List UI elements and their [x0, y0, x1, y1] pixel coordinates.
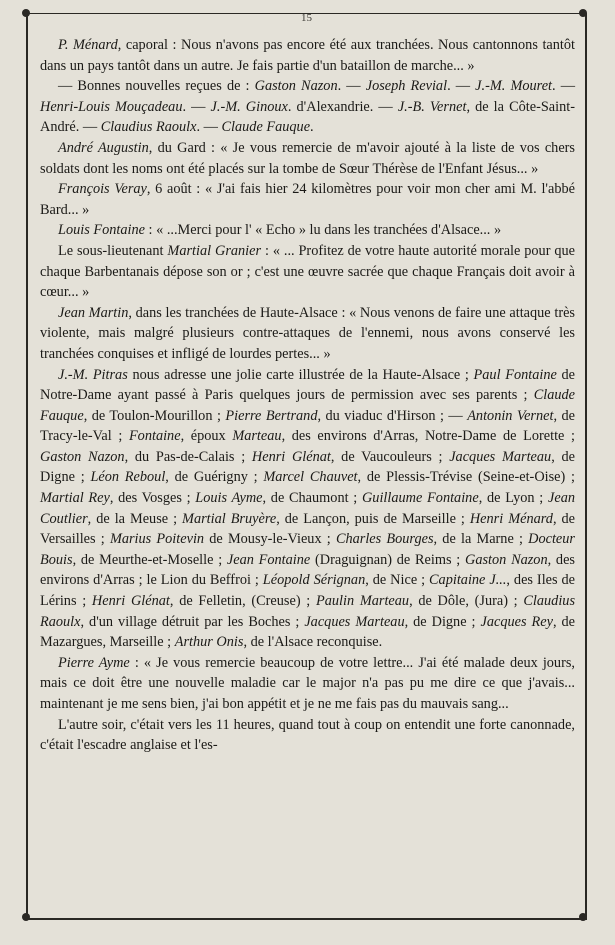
paragraph: [40, 179, 575, 220]
name-italic: Henri Glénat: [251, 448, 331, 465]
name-italic: J.-M. Ginoux: [210, 98, 288, 115]
name-italic: Marteau: [232, 428, 282, 445]
name-italic: J.-M. Mouret: [475, 78, 553, 95]
text-run: , de Digne ;: [404, 613, 481, 630]
name-italic: Jean Coutlier: [40, 490, 575, 527]
name-italic: Jacques Marteau: [449, 448, 552, 465]
name-italic: Henri-Louis Mouçadeau: [40, 98, 183, 115]
text-run: , des environs d'Arras, Notre-Dame de Lorette ;: [281, 428, 575, 445]
name-italic: Pierre Ayme: [58, 654, 130, 671]
corner-ornament-top-left: [22, 9, 30, 17]
text-run: , époux: [180, 428, 233, 445]
name-italic: Arthur Onis: [174, 634, 244, 651]
name-italic: François Veray: [58, 181, 147, 198]
name-italic: Guillaume Fontaine: [361, 490, 479, 507]
text-run: , de Plessis-Trévise (Seine-et-Oise) ;: [357, 469, 576, 486]
name-italic: Jacques Rey: [480, 613, 553, 630]
text-run: .: [310, 119, 314, 136]
text-run: , caporal : Nous n'avons pas encore été aux tranchées. Nous cantonnons tantôt dans un pays tantôt dans un autre. Je fais partie d'un bataillon de marche... »: [40, 37, 576, 74]
name-italic: Gaston Nazon: [40, 448, 125, 465]
name-italic: Claude Fauque: [221, 119, 311, 136]
name-italic: Jean Martin: [58, 304, 129, 321]
name-italic: André Augustin: [58, 139, 149, 156]
name-italic: P. Ménard: [58, 37, 118, 53]
name-italic: Docteur Bouis: [40, 531, 575, 568]
text-run: . d'Alexandrie. —: [287, 98, 398, 115]
paragraph: [40, 653, 575, 715]
corner-ornament-top-right: [579, 9, 587, 17]
name-italic: Marcel Chauvet: [263, 469, 358, 486]
paragraph: [40, 35, 575, 76]
text-run: . —: [337, 78, 366, 95]
name-italic: Paul Fontaine: [473, 366, 557, 383]
text-run: , de Tracy-le-Val ;: [40, 407, 575, 445]
text-run: , de Nice ;: [365, 572, 430, 589]
name-italic: Gaston Nazon: [254, 78, 338, 95]
name-italic: Henri Ménard: [469, 510, 553, 527]
corner-ornament-bottom-right: [579, 913, 587, 921]
text-run: , de l'Alsace reconquise.: [243, 634, 383, 651]
text-run: : « ...Merci pour l' « Echo » lu dans les tranchées d'Alsace... »: [144, 222, 502, 239]
paragraph: [40, 76, 575, 138]
paragraph: [40, 303, 575, 365]
name-italic: Paulin Marteau: [315, 593, 410, 610]
name-italic: Henri Glénat: [91, 593, 170, 610]
text-run: , de Chaumont ;: [262, 490, 362, 507]
text-run: , de la Côte-Saint-André. —: [40, 98, 575, 136]
text-run: nous adresse une jolie carte illustrée de la Haute-Alsace ;: [127, 366, 474, 383]
text-run: . —: [182, 98, 211, 115]
text-run: . —: [447, 78, 476, 95]
text-run: . —: [552, 78, 575, 95]
text-run: : « ... Profitez de votre haute autorité morale pour que chaque Barbentanais dépose son or ; c'est une œuvre sacrée que chaque Français doit avoir à cœur... »: [40, 242, 575, 301]
name-italic: Louis Fontaine: [58, 222, 145, 239]
text-run: L'autre soir, c'était vers les 11 heures, quand tout à coup on entendit une forte canonnade, c'était l'escadre anglaise et l'es-: [40, 716, 575, 754]
text-run: , de Toulon-Mourillon ;: [83, 407, 226, 424]
paragraph: [40, 365, 575, 653]
name-italic: Claude Fauque: [40, 387, 575, 424]
text-run: de Mousy-le-Vieux ;: [204, 531, 336, 548]
name-italic: Martial Granier: [167, 242, 262, 259]
paragraph: [40, 220, 575, 241]
text-run: , de Meurthe-et-Moselle ;: [72, 551, 227, 568]
text-run: , de Lyon ;: [478, 490, 548, 507]
name-italic: Fontaine: [128, 428, 181, 445]
corner-ornament-bottom-left: [22, 913, 30, 921]
paragraph: [40, 138, 575, 179]
name-italic: Louis Ayme: [195, 490, 263, 507]
text-run: , de Vaucouleurs ;: [330, 448, 450, 465]
name-italic: Charles Bourges: [335, 531, 434, 548]
name-italic: Capitaine J...: [429, 572, 507, 589]
text-run: , dans les tranchées de Haute-Alsace : « Nous venons de faire une attaque très violente, mais malgré plusieurs contre-attaques de l'ennemi, nous avons conservé les tranchées conquises et infligé de lourdes pertes... »: [40, 304, 575, 362]
text-run: , de Digne ;: [40, 448, 575, 486]
text-run: , des Iles de Lérins ;: [40, 572, 575, 610]
text-run: . —: [196, 119, 222, 136]
text-run: , de Lançon, puis de Marseille ;: [276, 510, 470, 527]
text-run: — Bonnes nouvelles reçues de :: [58, 78, 255, 95]
text-run: , des environs d'Arras ; le Lion du Beffroi ;: [40, 551, 575, 589]
text-run: , 6 août : « J'ai fais hier 24 kilomètres pour voir mon cher ami M. l'abbé Bard... »: [40, 181, 575, 218]
name-italic: Martial Bruyère: [182, 510, 277, 527]
text-run: , d'un village détruit par les Boches ;: [80, 613, 305, 630]
text-run: , de la Meuse ;: [87, 510, 183, 527]
article-body: [40, 35, 575, 756]
name-italic: Pierre Bertrand: [225, 407, 318, 424]
page-number: 15: [301, 12, 312, 24]
name-italic: Antonin Vernet: [467, 407, 554, 424]
name-italic: Jacques Marteau: [304, 613, 405, 630]
text-run: , de Mazargues, Marseille ;: [40, 613, 575, 651]
text-run: de Notre-Dame ayant passé à Paris quelques jours de permission avec ses parents ;: [40, 366, 575, 404]
name-italic: Gaston Nazon: [465, 551, 548, 568]
paragraph: [40, 241, 575, 303]
name-italic: Marius Poitevin: [109, 531, 205, 548]
name-italic: Léon Reboul: [90, 469, 166, 486]
text-run: , de Dôle, (Jura) ;: [409, 593, 524, 610]
name-italic: Claudius Raoulx: [100, 119, 197, 136]
text-run: , du viaduc d'Hirson ; —: [317, 407, 468, 424]
text-run: , du Gard : « Je vous remercie de m'avoir ajouté à la liste de vos chers soldats dont les noms ont été placés sur la tombe de Sœur Thérèse de l'Enfant Jésus... »: [40, 139, 575, 177]
name-italic: Joseph Revial: [365, 78, 448, 95]
text-run: , de Versailles ;: [40, 510, 575, 548]
text-run: , des Vosges ;: [109, 490, 196, 507]
text-run: , de la Marne ;: [433, 531, 529, 548]
paragraph: [40, 715, 575, 756]
text-run: (Draguignan) de Reims ;: [310, 551, 466, 568]
name-italic: Martial Rey: [40, 490, 110, 507]
text-run: , du Pas-de-Calais ;: [124, 448, 252, 465]
name-italic: J.-B. Vernet: [397, 98, 467, 115]
text-run: Le sous-lieutenant: [58, 242, 168, 259]
text-run: , de Guérigny ;: [165, 469, 264, 486]
name-italic: Léopold Sérignan: [262, 572, 366, 589]
text-run: , de Felletin, (Creuse) ;: [169, 593, 316, 610]
text-run: : « Je vous remercie beaucoup de votre lettre... J'ai été malade deux jours, mais ce doit être une nouvelle maladie car le major n'a pas pu me dire ce que j'avais... maintenant je me sens bien, j'ai bon appétit et je ne me fais pas du mauvais sang...: [40, 654, 575, 712]
name-italic: Jean Fontaine: [226, 551, 311, 568]
name-italic: J.-M. Pitras: [58, 366, 128, 383]
name-italic: Claudius Raoulx: [40, 593, 576, 630]
